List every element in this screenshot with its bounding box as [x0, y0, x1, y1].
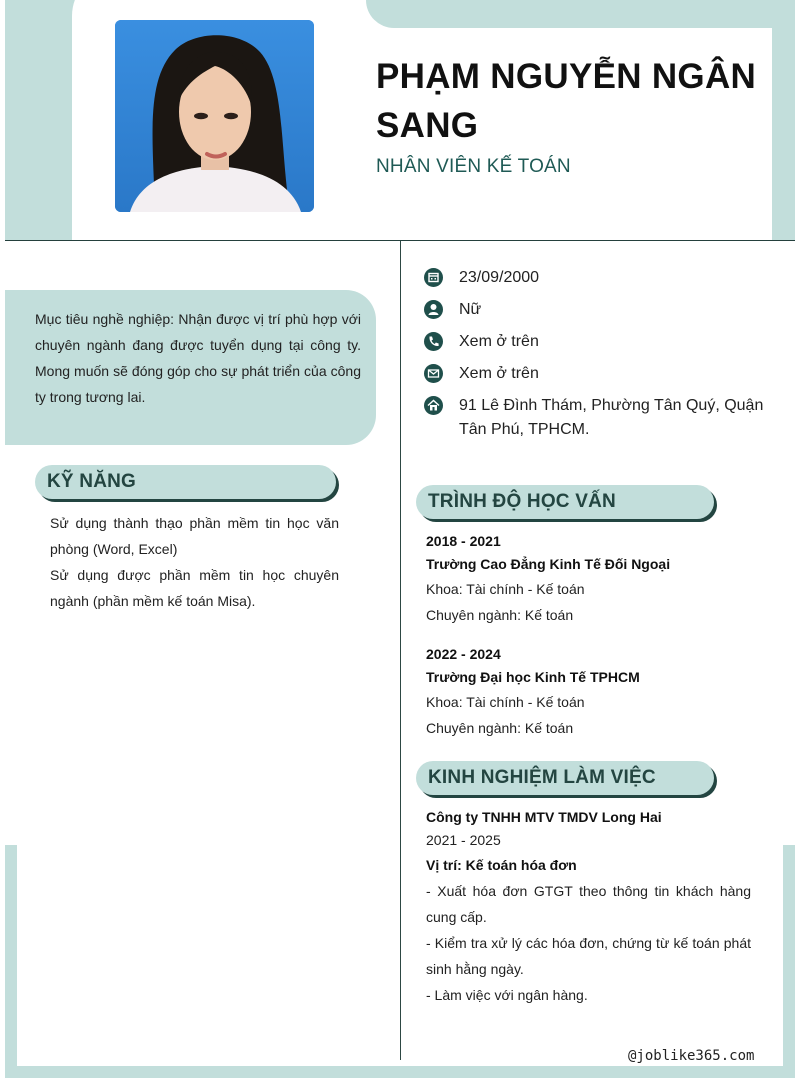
profile-photo: [115, 20, 314, 212]
education-major: Chuyên ngành: Kế toán: [426, 720, 574, 736]
person-icon: [424, 300, 443, 319]
experience-position: Vị trí: Kế toán hóa đơn: [426, 857, 577, 873]
job-title: NHÂN VIÊN KẾ TOÁN: [376, 156, 571, 177]
phone-icon: [424, 332, 443, 351]
education-faculty: Khoa: Tài chính - Kế toán: [426, 581, 585, 597]
frame-left: [5, 845, 17, 1078]
gender-value: Nữ: [459, 301, 482, 318]
education-years: 2022 - 2024: [426, 646, 501, 662]
skills-heading-label: KỸ NĂNG: [47, 471, 137, 492]
home-icon: [424, 396, 443, 415]
experience-duty: - Làm việc với ngân hàng.: [426, 987, 588, 1003]
email-icon: [424, 364, 443, 383]
experience-period: 2021 - 2025: [426, 832, 501, 848]
birthdate-value: 23/09/2000: [459, 269, 540, 286]
frame-bottom: [5, 1066, 795, 1078]
portrait-illustration: [115, 20, 314, 212]
education-heading: [416, 485, 714, 519]
watermark: @joblike365.com: [628, 1048, 755, 1064]
education-major: Chuyên ngành: Kế toán: [426, 607, 574, 623]
header-notch: [366, 0, 772, 28]
experience-company: Công ty TNHH MTV TMDV Long Hai: [426, 809, 662, 825]
email-value: Xem ở trên: [459, 365, 539, 382]
skill-item: Sử dụng được phần mềm tin học chuyên ngành (phần mềm kế toán Misa).: [50, 567, 339, 609]
header-corner-shape: [5, 199, 75, 241]
experience-heading: [416, 761, 714, 795]
skills-heading: [35, 465, 336, 499]
candidate-name: PHẠM NGUYỄN NGÂN SANG: [376, 57, 757, 145]
phone-value: Xem ở trên: [459, 333, 539, 350]
education-years: 2018 - 2021: [426, 533, 501, 549]
education-school: Trường Đại học Kinh Tế TPHCM: [426, 669, 640, 685]
frame-right: [783, 845, 795, 1078]
address-value: 91 Lê Đình Thám, Phường Tân Quý, Quận Tân Phú, TPHCM.: [459, 397, 764, 438]
education-faculty: Khoa: Tài chính - Kế toán: [426, 694, 585, 710]
column-divider: [400, 241, 401, 1060]
education-school: Trường Cao Đẳng Kinh Tế Đối Ngoại: [426, 556, 671, 572]
skill-item: Sử dụng thành thạo phần mềm tin học văn phòng (Word, Excel): [50, 515, 339, 557]
experience-duty: - Kiểm tra xử lý các hóa đơn, chứng từ kế toán phát sinh hằng ngày.: [426, 935, 751, 977]
education-heading-label: TRÌNH ĐỘ HỌC VẤN: [428, 491, 616, 512]
experience-duty: - Xuất hóa đơn GTGT theo thông tin khách hàng cung cấp.: [426, 883, 751, 925]
skills-list: [50, 510, 339, 614]
calendar-icon: [424, 268, 443, 287]
career-objective: Mục tiêu nghề nghiệp: Nhận được vị trí phù hợp với chuyên ngành đang được tuyển dụng tại công ty. Mong muốn sẽ đóng góp cho sự phát triển của công ty trong tương lai.: [35, 311, 361, 405]
experience-heading-label: KINH NGHIỆM LÀM VIỆC: [428, 767, 656, 788]
